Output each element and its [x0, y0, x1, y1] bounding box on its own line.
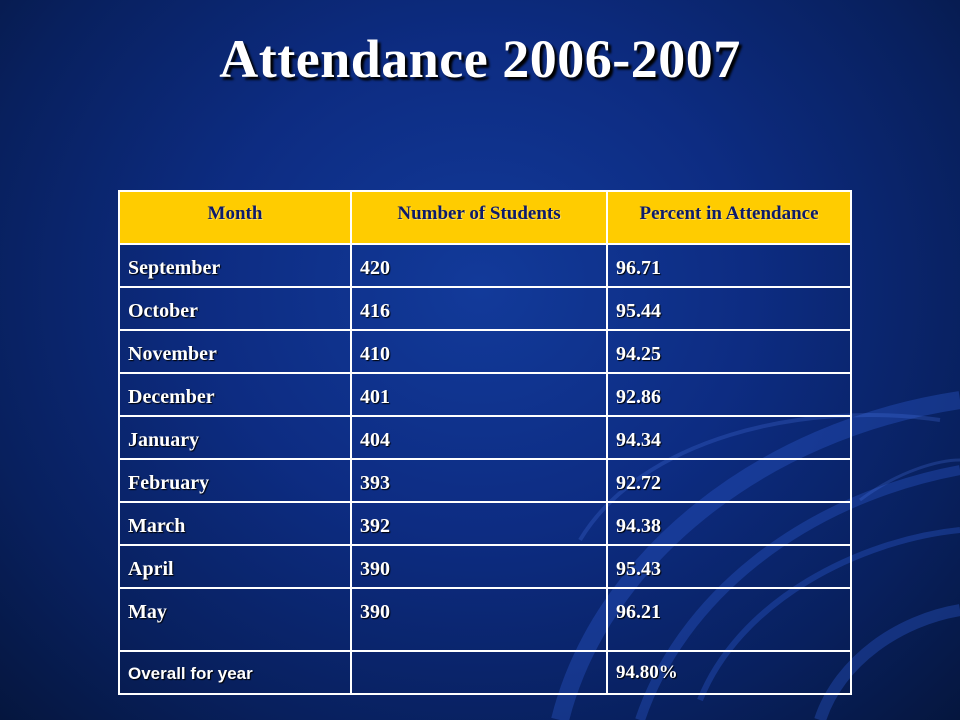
table-row — [119, 588, 851, 651]
cell-overall-percent: 94.80% — [607, 651, 851, 694]
cell-students: 390 — [351, 588, 607, 651]
cell-percent: 94.34 — [607, 416, 851, 459]
cell-percent: 92.86 — [607, 373, 851, 416]
cell-month: September — [119, 244, 351, 287]
cell-percent: 96.21 — [607, 588, 851, 651]
cell-students: 416 — [351, 287, 607, 330]
table-footer-row — [119, 651, 851, 694]
cell-students: 401 — [351, 373, 607, 416]
slide-title: Attendance 2006-2007 — [219, 29, 741, 89]
table-row — [119, 416, 851, 459]
cell-overall-students — [351, 651, 607, 694]
table-header-row — [119, 191, 851, 244]
table-row — [119, 330, 851, 373]
header-month: Month — [119, 191, 351, 244]
cell-students: 390 — [351, 545, 607, 588]
cell-month: March — [119, 502, 351, 545]
cell-percent: 96.71 — [607, 244, 851, 287]
cell-students: 392 — [351, 502, 607, 545]
cell-month: February — [119, 459, 351, 502]
cell-month: May — [119, 588, 351, 651]
table-row — [119, 459, 851, 502]
cell-percent: 92.72 — [607, 459, 851, 502]
attendance-table — [118, 190, 852, 695]
table-row — [119, 373, 851, 416]
table-row — [119, 244, 851, 287]
header-percent-in-attendance: Percent in Attendance — [607, 191, 851, 244]
cell-percent: 95.43 — [607, 545, 851, 588]
table-row — [119, 287, 851, 330]
cell-month: April — [119, 545, 351, 588]
cell-month: October — [119, 287, 351, 330]
cell-month: January — [119, 416, 351, 459]
cell-percent: 95.44 — [607, 287, 851, 330]
cell-students: 404 — [351, 416, 607, 459]
cell-month: December — [119, 373, 351, 416]
cell-overall-label: Overall for year — [119, 651, 351, 694]
header-number-of-students: Number of Students — [351, 191, 607, 244]
table-row — [119, 502, 851, 545]
cell-percent: 94.38 — [607, 502, 851, 545]
cell-students: 420 — [351, 244, 607, 287]
table-row — [119, 545, 851, 588]
cell-students: 410 — [351, 330, 607, 373]
cell-month: November — [119, 330, 351, 373]
cell-percent: 94.25 — [607, 330, 851, 373]
cell-students: 393 — [351, 459, 607, 502]
